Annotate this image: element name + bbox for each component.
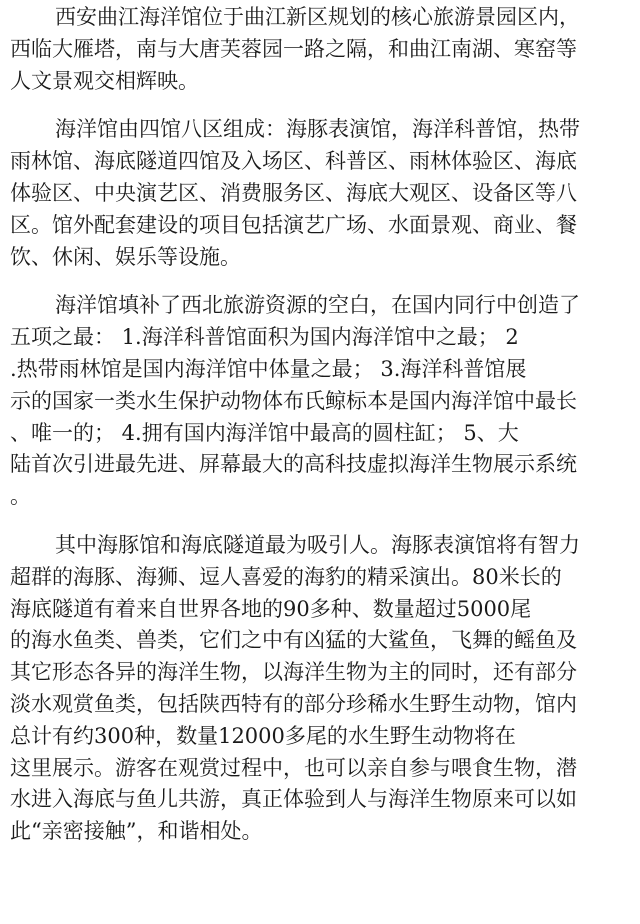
text-line: 示的国家一类水生保护动物体布氏鲸标本是国内海洋馆中最长 (10, 388, 577, 413)
text-line: 的海水鱼类、兽类，它们之中有凶猛的大鲨鱼，飞舞的鳐鱼及 (10, 628, 577, 653)
text-line: 海洋馆由四馆八区组成：海豚表演馆，海洋科普馆，热带 (55, 117, 580, 142)
text-line: 西安曲江海洋馆位于曲江新区规划的核心旅游景园区内， (55, 5, 580, 29)
text-line: 体验区、中央演艺区、消费服务区、海底大观区、设备区等八 (10, 180, 577, 205)
text-line: 陆首次引进最先进、屏幕最大的高科技虚拟海洋生物展示系统 (10, 452, 577, 477)
text-line: 饮、休闲、娱乐等设施。 (10, 244, 241, 269)
paragraph-highlights (10, 530, 632, 848)
text-line: 其中海豚馆和海底隧道最为吸引人。海豚表演馆将有智力 (55, 532, 580, 557)
text-line: 、唯一的； 4.拥有国内海洋馆中最高的圆柱缸； 5、大 (10, 420, 519, 445)
text-line: 五项之最： 1.海洋科普馆面积为国内海洋馆中之最； 2 (10, 325, 519, 350)
text-line: 区。馆外配套建设的项目包括演艺广场、水面景观、商业、餐 (10, 212, 577, 237)
text-line: 此“亲密接触”，和谐相处。 (10, 819, 263, 844)
text-line: 淡水观赏鱼类，包括陕西特有的部分珍稀水生野生动物，馆内 (10, 691, 577, 716)
paragraph-composition (10, 114, 632, 273)
text-line: 总计有约300种，数量12000多尾的水生野生动物将在 (10, 723, 516, 748)
text-line: 海底隧道有着来自世界各地的90多种、数量超过5000尾 (10, 596, 532, 621)
paragraph-records (10, 290, 632, 513)
text-line: .热带雨林馆是国内海洋馆中体量之最； 3.海洋科普馆展 (10, 356, 527, 381)
paragraph-location (10, 2, 632, 97)
text-line: 超群的海豚、海狮、逗人喜爱的海豹的精采演出。80米长的 (10, 564, 562, 589)
text-line: 西临大雁塔，南与大唐芙蓉园一路之隔，和曲江南湖、寒窑等 (10, 36, 577, 61)
text-line: 水进入海底与鱼儿共游，真正体验到人与海洋生物原来可以如 (10, 787, 577, 812)
text-line: 这里展示。游客在观赏过程中，也可以亲自参与喂食生物，潜 (10, 755, 577, 780)
text-line: 。 (10, 484, 31, 509)
text-line: 海洋馆填补了西北旅游资源的空白，在国内同行中创造了 (55, 293, 580, 318)
text-line: 其它形态各异的海洋生物，以海洋生物为主的同时，还有部分 (10, 660, 577, 685)
text-line: 人文景观交相辉映。 (10, 68, 199, 93)
text-line: 雨林馆、海底隧道四馆及入场区、科普区、雨林体验区、海底 (10, 149, 577, 174)
